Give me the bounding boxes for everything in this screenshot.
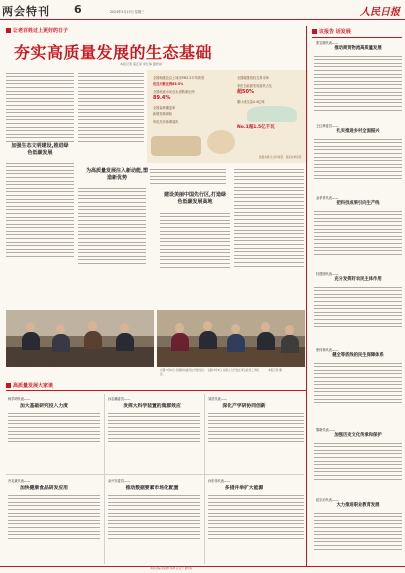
info-item: 全国森林覆盖率	[153, 106, 176, 110]
lead-headline: 夯实高质量发展的生态基础	[14, 43, 213, 62]
right-column-divider	[306, 26, 307, 566]
section-title: 两会特刊	[2, 5, 50, 18]
lead-body-column-4	[78, 185, 146, 267]
speaker-name: 黎晓代表——	[316, 428, 336, 432]
lead-body-column-2	[78, 70, 144, 144]
speaker-name: 余兴安委员——	[108, 479, 131, 483]
kicker-square-icon	[6, 28, 11, 33]
lower-body	[208, 410, 304, 445]
speaker-name: 冷友斌代表——	[8, 479, 31, 483]
right-body	[314, 510, 402, 552]
lead-body-column-6	[160, 210, 230, 270]
photo-credit: 本报记者 摄	[268, 369, 282, 372]
lead-body-column-7	[234, 166, 304, 269]
info-item: 累计成交量4.4亿吨	[237, 100, 265, 104]
lower-body	[8, 492, 100, 541]
speaker-title: 健全等底线的民生保障体系	[332, 353, 384, 358]
masthead	[0, 0, 405, 24]
info-item: 优良天数比例85.5%	[153, 82, 184, 86]
subhead-2: 为高质量发展注入新动能,塑造新优势	[86, 168, 148, 181]
subhead-3: 建设美丽中国先行区,打造绿色低碳发展高地	[164, 192, 226, 205]
speaker-title: 推动商贸物流高质量发展	[334, 46, 382, 51]
lower-body	[108, 492, 200, 541]
footer-editors: 本版责编:黄超群 杨林 宣亚力 董丝雨	[150, 567, 193, 570]
info-item: 风电光伏新增装机	[153, 120, 179, 124]
date-line: 2024年3月13日 星期三	[110, 10, 145, 14]
info-item: 新增造林面积	[153, 112, 173, 116]
lower-body	[208, 492, 304, 541]
column-divider	[204, 394, 205, 564]
kicker-square-icon	[312, 29, 317, 34]
right-body	[314, 136, 402, 182]
lower-body	[108, 410, 200, 445]
city-illustration	[151, 136, 201, 156]
info-item: 全国碳排放权交易市场	[237, 76, 269, 80]
lead-body-column-3	[6, 160, 74, 260]
mountain-illustration	[247, 106, 297, 122]
speaker-title: 扎实推进乡村全面振兴	[336, 129, 380, 134]
right-body	[314, 284, 402, 330]
lower-kicker: 高质量发展大家谈	[6, 382, 53, 390]
info-item: 全国地表水优良水质断面比例	[153, 90, 195, 94]
subhead-1: 加强生态文明建设,推进绿色低碳发展	[11, 143, 69, 156]
speaker-title: 多措并举扩大能源	[224, 486, 264, 491]
speaker-title: 深化产学研协同创新	[222, 404, 266, 409]
info-item: 全国地级及以上城市PM2.5平均浓度	[153, 76, 205, 80]
speaker-title: 加大基础研究投入力度	[20, 404, 68, 409]
speaker-title: 加强历史文化传承和保护	[334, 433, 382, 438]
speaker-name: 杜建刚代表——	[316, 272, 339, 276]
photo-cppcc-discussion	[6, 310, 154, 367]
speaker-title: 推动数据要素市场化配置	[125, 486, 179, 491]
lower-body	[8, 410, 100, 445]
speaker-name: 刘武代表——	[208, 397, 228, 401]
info-item: No.1超1.5亿千瓦	[237, 125, 275, 130]
right-column	[308, 28, 405, 573]
info-item: 非化石能源发电装机占比	[237, 84, 273, 88]
kicker-square-icon	[6, 383, 11, 388]
row-divider	[6, 474, 304, 475]
footer-divider	[0, 566, 405, 567]
masthead-divider	[0, 19, 405, 20]
info-item: 超50%	[237, 89, 254, 95]
speaker-name: 孙志鹏委员——	[108, 397, 131, 401]
speaker-title: 加快健康食品研发应用	[20, 486, 68, 491]
right-kicker: 议报告 话发展	[312, 28, 351, 36]
right-body	[314, 208, 402, 257]
speaker-title: 把科技成果引向生产线	[336, 201, 380, 206]
lead-body-column-1	[6, 70, 74, 144]
right-body	[314, 360, 402, 406]
right-body	[314, 53, 402, 113]
speaker-title: 充分发挥好农民主体作用	[334, 277, 382, 282]
speaker-name: 张伟杨代表——	[316, 348, 339, 352]
speaker-title: 大力推进职业教育发展	[336, 503, 380, 508]
right-kicker-divider	[312, 37, 402, 38]
wind-turbine-illustration	[207, 130, 235, 154]
speaker-title: 发挥大科学装置的集群效应	[123, 404, 181, 409]
speaker-name: 张宝顺代表——	[316, 41, 339, 45]
speaker-name: 王红珍委员——	[316, 124, 339, 128]
column-divider	[104, 394, 105, 564]
right-body	[314, 440, 402, 482]
speaker-name: 杨学明代表——	[8, 397, 31, 401]
page-number: 6	[74, 3, 82, 16]
lead-byline: 本报记者 寇江泽 李红梅 董丝雨	[120, 62, 162, 66]
photo-caption: 左图:3月6日,全国政协委员在分组讨论。 右图:3月8日,全国人大代表在审议政府工作报告。	[160, 369, 260, 376]
speaker-name: 孙东伟代表——	[208, 479, 231, 483]
lead-body-column-5	[150, 166, 226, 187]
lead-kicker: 让老百姓过上更好的日子	[6, 27, 68, 35]
data-infographic	[147, 70, 319, 163]
lower-divider	[6, 390, 306, 391]
photo-npc-deliberation	[157, 310, 305, 367]
info-caption: 数据来源:生态环境部、国家林草局等	[259, 156, 302, 159]
speaker-name: 金孝祥代表——	[316, 196, 339, 200]
speaker-name: 赵宗治代表——	[316, 498, 339, 502]
info-item: 89.4%	[153, 95, 171, 101]
newspaper-logo: 人民日报	[360, 7, 400, 18]
